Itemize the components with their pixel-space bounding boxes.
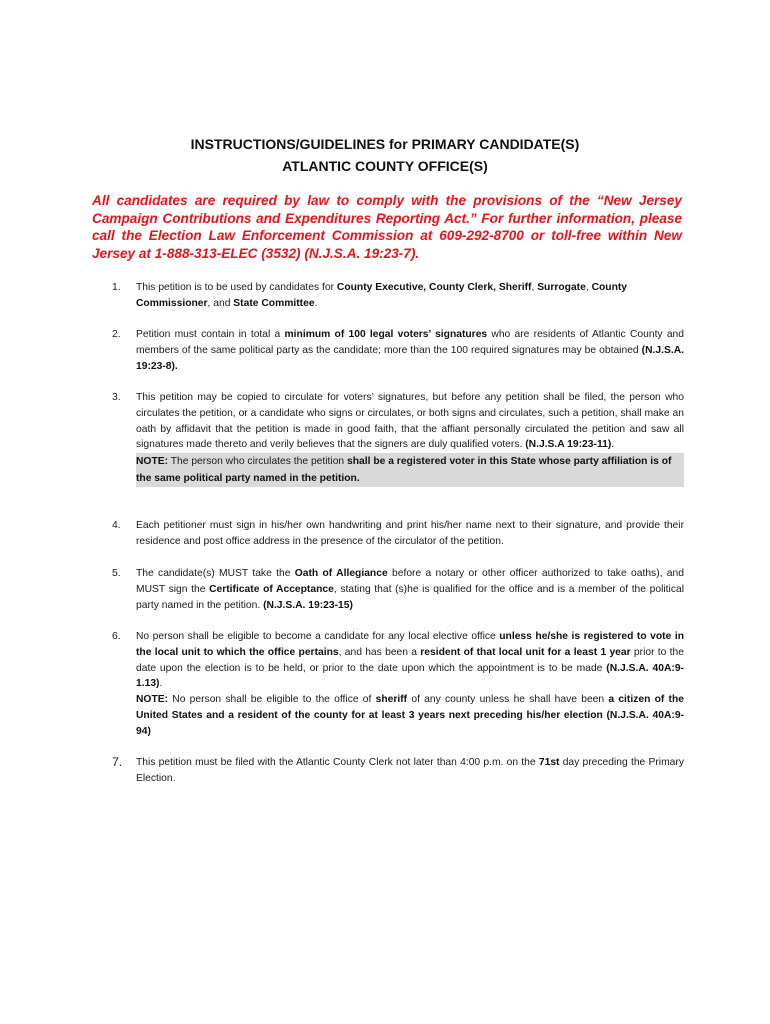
item-text: , stating that (s)he is qualified for the office and is a member of the political party named in the petition.	[136, 583, 684, 611]
item-text: No person shall be eligible to become a candidate for any local elective office	[136, 631, 500, 642]
item-number: 4.	[112, 520, 121, 531]
note-bold-text: shall be a registered voter in this State whose party affiliation is of the same political party named in the petition.	[136, 456, 672, 485]
item-text: , and	[207, 297, 234, 309]
item-number: 6.	[112, 631, 121, 642]
page-title: INSTRUCTIONS/GUIDELINES for PRIMARY CANDIDATE(S)	[190, 136, 580, 152]
item-text: The candidate(s) MUST take the	[136, 568, 295, 579]
item-text: , and has been a	[338, 646, 421, 658]
item-text: ,	[585, 282, 592, 293]
list-item-3	[112, 390, 684, 487]
item-bold-text: Oath of Allegiance	[294, 568, 388, 579]
note-bold-text: a citizen of the United States and a resident of the county for at least 3 years next preceding his/her election (N.J.S.A. 40A:9-94)	[136, 694, 685, 737]
item-bold-text: unless he/she is registered to vote in the local unit to which the office pertains	[136, 631, 685, 658]
note-text: of any county unless he shall have been	[407, 694, 609, 706]
item-text: Each petitioner must sign in his/her own handwriting and print his/her name next to their signature, and provide their residence and post office address in the presence of the circulator of the petition.	[136, 520, 684, 547]
item-bold-text: minimum of 100 legal voters’ signatures	[284, 329, 488, 340]
list-item-4	[112, 518, 684, 550]
item-bold-text: 71st	[538, 757, 560, 768]
item-text: before a notary or other officer authorized to take oaths), and MUST sign the	[136, 568, 684, 595]
item-text: day preceding the Primary Election.	[136, 757, 684, 784]
item-text: .	[611, 439, 615, 451]
item-number: 5.	[112, 568, 121, 579]
list-item-5	[112, 566, 684, 613]
item-number: 3.	[112, 392, 121, 403]
item-bold-text: (N.J.S.A. 40A:9-1.13)	[136, 662, 684, 690]
item-bold-text: (N.J.S.A. 19:23-8).	[136, 344, 684, 372]
item-bold-text: County Commissioner	[136, 282, 628, 309]
item-text: ,	[531, 282, 538, 293]
list-item-6	[112, 629, 684, 740]
item-text: .	[314, 297, 318, 309]
item-number: 7.	[112, 755, 123, 769]
intro-notice: All candidates are required by law to comply with the provisions of the “New Jersey Campaign Contributions and Expenditures Reporting Act.” For further information, please call the Election Law Enforcement Commission at 609-292-8700 or toll-free within New Jersey at 1-888-313-ELEC (3532) (N.J.S.A. 19:23-7).	[92, 193, 682, 261]
note-label: NOTE:	[136, 694, 169, 706]
item-text: .	[159, 678, 163, 690]
note-bold-text: sheriff	[375, 694, 408, 706]
item-bold-text: resident of that local unit for a least 1 year	[420, 646, 631, 658]
item-bold-text: Certificate of Acceptance	[209, 583, 334, 595]
item-text: prior to the date upon the election is to be held, or prior to the date upon which the appointment is to be made	[136, 646, 684, 674]
item-bold-text: Surrogate	[537, 282, 586, 293]
item-bold-text: County Executive, County Clerk, Sheriff	[336, 282, 532, 293]
item-number: 2.	[112, 329, 121, 340]
item-bold-text: State Committee	[233, 297, 315, 309]
note-block	[136, 692, 684, 739]
item-text: This petition is to be used by candidates for	[136, 282, 337, 293]
item-bold-text: (N.J.S.A 19:23-11)	[525, 439, 612, 451]
list-item-2	[112, 327, 684, 374]
item-text: who are residents of Atlantic County and members of the same political party as the candidate; more than the 100 required signatures may be obtained	[136, 329, 684, 356]
item-number: 1.	[112, 282, 121, 293]
list-item-1	[112, 280, 684, 312]
note-box	[136, 453, 684, 487]
item-bold-text: (N.J.S.A. 19:23-15)	[263, 599, 353, 611]
list-item-7	[112, 755, 684, 787]
note-label: NOTE:	[136, 456, 169, 468]
item-text: Petition must contain in total a	[136, 329, 285, 340]
item-text: This petition must be filed with the Atlantic County Clerk not later than 4:00 p.m. on the	[136, 757, 539, 768]
item-text: This petition may be copied to circulate for voters’ signatures, but before any petition shall be filed, the person who circulates the petition, or a candidate who signs or circulates, or both signs and circulates, such a petition, shall make an oath by affidavit that the petition is made in good faith, that the affiant personally circulated the petition and saw all signatures made thereto and verily believes that the signers are duly qualified voters.	[136, 392, 684, 451]
page-subtitle: ATLANTIC COUNTY OFFICE(S)	[282, 158, 488, 174]
note-text: The person who circulates the petition	[168, 456, 348, 468]
note-text: No person shall be eligible to the office of	[168, 694, 376, 706]
